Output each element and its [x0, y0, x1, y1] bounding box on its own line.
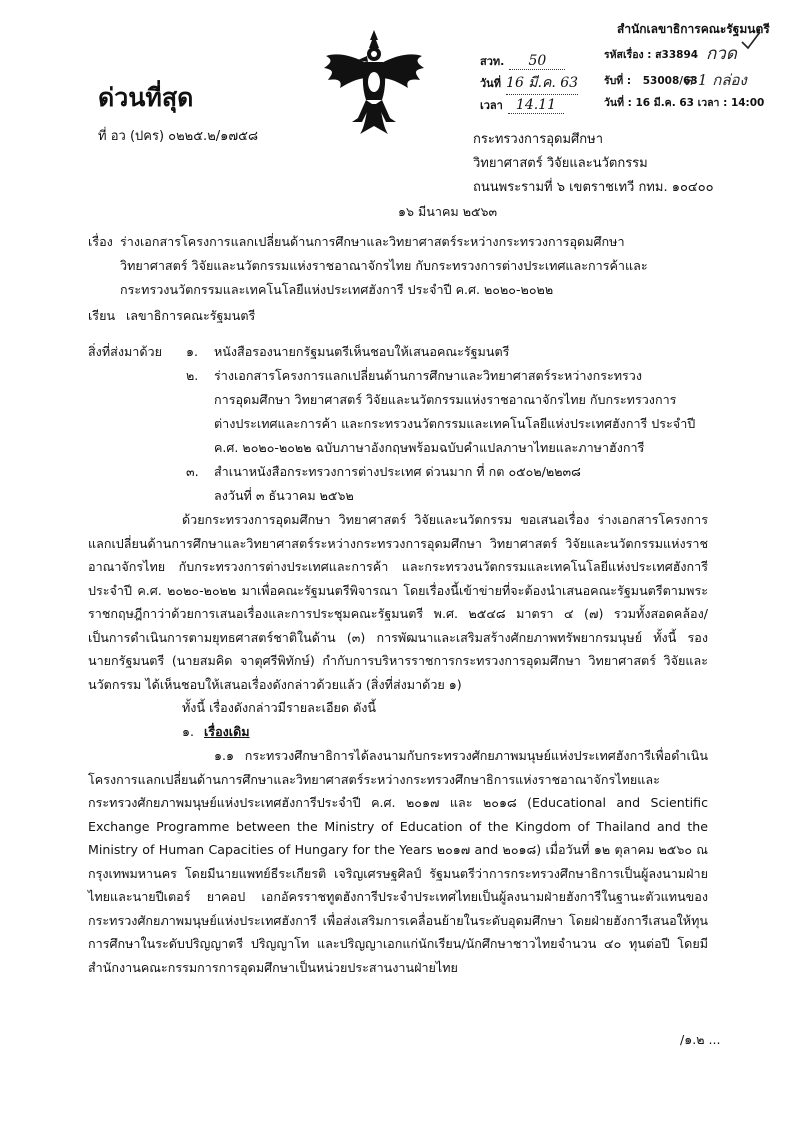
- register-receive-label: สวท.: [480, 55, 505, 68]
- enclosure-2-number: ๒.: [186, 368, 199, 383]
- enclosures-label: สิ่งที่ส่งมาด้วย: [88, 344, 162, 359]
- subject-line-2: วิทยาศาสตร์ วิจัยและนวัตกรรมแห่งราชอาณาจักรไทย กับกระทรวงการต่างประเทศและการค้าและ: [120, 258, 648, 273]
- enclosure-1-number: ๑.: [186, 344, 198, 359]
- sender-address-line-1: กระทรวงการอุดมศึกษา: [473, 132, 603, 147]
- stamp-code: รหัสเรื่อง : ส33894: [604, 49, 699, 61]
- paragraph-1-1: ๑.๑ กระทรวงศึกษาธิการได้ลงนามกับกระทรวงศักยภาพมนุษย์แห่งประเทศฮังการีเพื่อดำเนินโครงการแลกเปลี่ยนด้านการศึกษาและวิทยาศาสตร์ระหว่างกระทรวงศึกษาธิการแห่งราชอาณาจักรไทยและกระทรวงศักยภาพมนุษย์แห่งประเทศฮังการีประจำปี ค.ศ. ๒๐๑๗ และ ๒๐๑๘ (Educational and Scientific Exchange Programme between the Ministry of Education of the Kingdom of Thailand and the Ministry of Human Capacities of Hungary for the Years ๒๐๑๗ and ๒๐๑๘) เมื่อวันที่ ๑๒ ตุลาคม ๒๕๖๐ ณ กรุงเทพมหานคร โดยมีนายแพทย์ธีระเกียรติ เจริญเศรษฐศิลป์ รัฐมนตรีว่าการกระทรวงศึกษาธิการเป็นผู้ลงนามฝ่ายไทยและนายปีเตอร์ ยาคอป เอกอัครราชทูตฮังการีประจำประเทศไทยเป็นผู้ลงนามฝ่ายฮังการีในฐานะตัวแทนของกระทรวงศักยภาพมนุษย์แห่งประเทศฮังการี เพื่อส่งเสริมการเคลื่อนย้ายในระดับอุดมศึกษา โดยฝ่ายฮังการีเสนอให้ทุนการศึกษาในระดับปริญญาตรี ปริญญาโท และปริญญาเอกแก่นักเรียน/นักศึกษาชาวไทยจำนวน ๔๐ ทุนต่อปี โดยมีสำนักงานคณะกรรมการการอุดมศึกษาเป็นหน่วยประสานงานฝ่ายไทย: [88, 748, 708, 975]
- enclosure-2-line-4: ค.ศ. ๒๐๒๐-๒๐๒๒ ฉบับภาษาอังกฤษพร้อมฉบับคำแปลภาษาไทยและภาษาฮังการี: [214, 440, 645, 455]
- reference-number: ที่ อว (ปคร) ๐๒๒๕.๒/๑๗๕๘: [98, 129, 259, 144]
- register-receive-row: [480, 50, 565, 70]
- enclosure-1-line-1: หนังสือรองนายกรัฐมนตรีเห็นชอบให้เสนอคณะรัฐมนตรี: [214, 344, 510, 359]
- section-number: ๑.: [182, 724, 194, 739]
- garuda-emblem: [318, 26, 430, 138]
- sender-address-line-3: ถนนพระรามที่ ๖ เขตราชเทวี กทม. ๑๐๔๐๐: [473, 180, 714, 195]
- stamp-office: สำนักเลขาธิการคณะรัฐมนตรี: [617, 22, 770, 36]
- subject-line-3: กระทรวงนวัตกรรมและเทคโนโลยีแห่งประเทศฮังการี ประจำปี ค.ศ. ๒๐๒๐-๒๐๒๒: [120, 282, 554, 297]
- stamp-receive-value: 53008/63: [642, 75, 698, 87]
- recipient-value: เลขาธิการคณะรัฐมนตรี: [126, 308, 256, 323]
- letter-date: ๑๖ มีนาคม ๒๕๖๓: [398, 204, 498, 219]
- register-date-value: 16 มี.ค. 63: [506, 72, 578, 95]
- handwritten-note-1: กวด: [706, 44, 737, 64]
- sender-address-line-2: วิทยาศาสตร์ วิจัยและนวัตกรรม: [473, 156, 648, 171]
- subject-line-1: ร่างเอกสารโครงการแลกเปลี่ยนด้านการศึกษาและวิทยาศาสตร์ระหว่างกระทรวงการอุดมศึกษา: [120, 234, 625, 249]
- stamp-receive-label: รับที่ :: [604, 75, 632, 87]
- subject-label: เรื่อง: [88, 234, 113, 249]
- register-time-row: [480, 94, 564, 114]
- body-intro-paragraph: ด้วยกระทรวงการอุดมศึกษา วิทยาศาสตร์ วิจัยและนวัตกรรม ขอเสนอเรื่อง ร่างเอกสารโครงการแลกเปลี่ยนด้านการศึกษาและวิทยาศาสตร์ระหว่างกระทรวงการอุดมศึกษา วิทยาศาสตร์ วิจัยและนวัตกรรมแห่งราชอาณาจักรไทย กับกระทรวงการต่างประเทศและการค้า และกระทรวงนวัตกรรมและเทคโนโลยีแห่งประเทศฮังการี ประจำปี ค.ศ. ๒๐๒๐-๒๐๒๒ มาเพื่อคณะรัฐมนตรีพิจารณา โดยเรื่องนี้เข้าข่ายที่จะต้องนำเสนอคณะรัฐมนตรีตามพระราชกฤษฎีกาว่าด้วยการเสนอเรื่องและการประชุมคณะรัฐมนตรี พ.ศ. ๒๕๔๘ มาตรา ๔ (๗) รวมทั้งสอดคล้อง/เป็นการดำเนินการตามยุทธศาสตร์ชาติในด้าน (๓) การพัฒนาและเสริมสร้างศักยภาพทรัพยากรมนุษย์ ทั้งนี้ รองนายกรัฐมนตรี (นายสมคิด จาตุศรีพิทักษ์) กำกับการบริหารราชการกระทรวงการอุดมศึกษา วิทยาศาสตร์ วิจัยและนวัตกรรม ได้เห็นชอบให้เสนอเรื่องดังกล่าวด้วยแล้ว (สิ่งที่ส่งมาด้วย ๑): [88, 512, 708, 692]
- enclosure-2-line-3: ต่างประเทศและการค้า และกระทรวงนวัตกรรมและเทคโนโลยีแห่งประเทศฮังการี ประจำปี: [214, 416, 696, 431]
- stamp-date-line: วันที่ : 16 มี.ค. 63 เวลา : 14:00: [604, 97, 765, 109]
- enclosure-3-line-2: ลงวันที่ ๓ ธันวาคม ๒๕๖๒: [214, 488, 354, 503]
- register-date-row: [480, 72, 578, 95]
- recipient-label: เรียน: [88, 308, 116, 323]
- register-time-label: เวลา: [480, 99, 503, 112]
- register-date-label: วันที่: [480, 77, 501, 90]
- section-title: เรื่องเดิม: [204, 724, 250, 739]
- enclosure-2-line-1: ร่างเอกสารโครงการแลกเปลี่ยนด้านการศึกษาและวิทยาศาสตร์ระหว่างกระทรวง: [214, 368, 643, 383]
- enclosure-2-line-2: การอุดมศึกษา วิทยาศาสตร์ วิจัยและนวัตกรรมแห่งราชอาณาจักรไทย กับกระทรวงการ: [214, 392, 677, 407]
- register-receive-value: 50: [509, 53, 565, 70]
- enclosure-3-line-1: สำเนาหนังสือกระทรวงการต่างประเทศ ด่วนมาก ที่ กต ๐๕๐๒/๒๒๓๘: [214, 464, 581, 479]
- details-intro: ทั้งนี้ เรื่องดังกล่าวมีรายละเอียด ดังนี้: [182, 700, 377, 715]
- page-continuation: /๑.๒ ...: [680, 1032, 721, 1047]
- handwritten-note-2: ส 1 กล่อง: [684, 71, 747, 89]
- urgency-heading: ด่วนที่สุด: [98, 83, 194, 112]
- register-time-value: 14.11: [508, 97, 564, 114]
- enclosure-3-number: ๓.: [186, 464, 199, 479]
- check-mark-icon: [740, 30, 762, 52]
